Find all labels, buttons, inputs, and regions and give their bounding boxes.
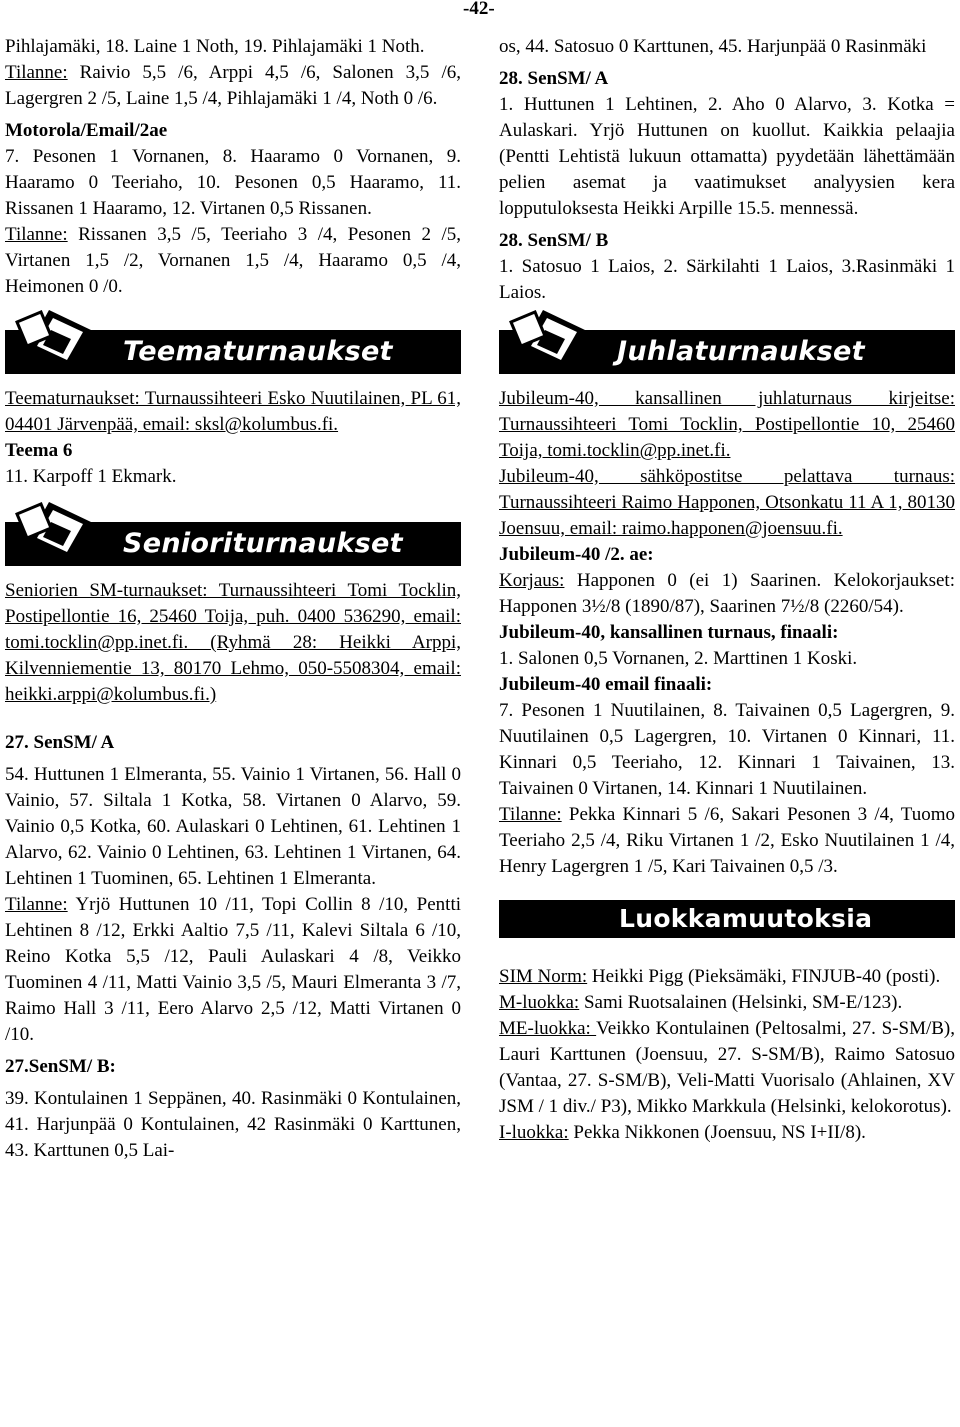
correction-text: Happonen 0 (ei 1) Saarinen. Kelokorjaukset: Happonen 3½/8 (1890/87), Saarinen 7½/8 (2260/54). [499, 570, 955, 617]
class-label: I-luokka: [499, 1122, 569, 1143]
results-paragraph: 7. Pesonen 1 Nuutilainen, 8. Taivainen 0,5 Lagergren, 9. Nuutilainen 0,5 Lagergren, 10. Virtanen 0 Kinnari, 11. Kinnari 0,5 Teeriaho, 12. Kinnari 1 Taivainen, 13. Taivainen 0 Virtanen, 14. Kinnari 1 Nuutilainen. [499, 700, 955, 799]
class-text: Heikki Pigg (Pieksämäki, FINJUB-40 (posti). [587, 966, 941, 987]
contact-paragraph: Jubileum-40, kansallinen juhlaturnaus kirjeitse: Turnaussihteeri Tomi Tocklin, Postipellontie 10, 25460 Toija, tomi.tocklin@pp.inet.fi. [499, 388, 955, 461]
results-paragraph: 54. Huttunen 1 Elmeranta, 55. Vainio 1 Virtanen, 56. Hall 0 Vainio, 57. Siltala 1 Kotka, 58. Virtanen 0 Alarvo, 59. Vainio 0,5 Kotka, 60. Aulaskari 0 Lehtinen, 61. Lehtinen 1 Alarvo, 62. Vainio 0 Lehtinen, 63. Lehtinen 1 Virtanen, 64. Lehtinen 1 Tuominen, 65. Lehtinen 1 Elmeranta. [5, 764, 461, 889]
banner-teematurnaukset [5, 308, 461, 378]
class-text: Pekka Nikkonen (Joensuu, NS I+II/8). [568, 1122, 866, 1143]
section-heading: Jubileum-40 email finaali: [499, 674, 713, 695]
results-paragraph: 1. Satosuo 1 Laios, 2. Särkilahti 1 Laios, 3.Rasinmäki 1 Laios. [499, 256, 955, 303]
banner-luokkamuutoksia [499, 892, 955, 944]
standings-text: Rissanen 3,5 /5, Teeriaho 3 /4, Pesonen 2 /5, Virtanen 1,5 /2, Vornanen 1,5 /4, Haaramo 0,5 /4, Heimonen 0 /0. [5, 224, 461, 297]
section-heading: 27.SenSM/ B: [5, 1056, 116, 1077]
section-heading: Jubileum-40 /2. ae: [499, 544, 654, 565]
chessboard-logo-icon [505, 308, 595, 376]
standings-paragraph [5, 60, 461, 112]
class-label: SIM Norm: [499, 966, 588, 987]
results-paragraph: 1. Salonen 0,5 Vornanen, 2. Marttinen 1 Koski. [499, 648, 858, 669]
section-heading: Teema 6 [5, 440, 73, 461]
standings-paragraph [5, 892, 461, 1048]
standings-text: Pekka Kinnari 5 /6, Sakari Pesonen 3 /4, Tuomo Teeriaho 2,5 /4, Riku Virtanen 1 /2, Esko Nuutilainen 1 /4, Henry Lagergren 1 /5, Kari Taivainen 0,5 /3. [499, 804, 955, 877]
section-heading: 28. SenSM/ B [499, 230, 609, 251]
class-text: Veikko Kontulainen (Peltosalmi, 27. S-SM/B), Lauri Karttunen (Joensuu, 27. S-SM/B), Raimo Satosuo (Vantaa, 27. S-SM/B), Veli-Matti Vuorisalo (Ahlainen, XV JSM / 1 div./ P3), Mikko Markkula (Helsinki, kelokorotus). [499, 1018, 955, 1117]
standings-paragraph [5, 222, 461, 300]
page-number: -42- [463, 0, 495, 19]
chessboard-logo-icon [11, 308, 101, 376]
class-change-paragraph [499, 990, 955, 1016]
standings-text: Raivio 5,5 /6, Arppi 4,5 /6, Salonen 3,5 /6, Lagergren 2 /5, Laine 1,5 /4, Pihlajamäki 1 /4, Noth 0 /6. [5, 62, 461, 109]
section-heading: Motorola/Email/2ae [5, 120, 168, 141]
banner-title: Teematurnaukset [123, 336, 393, 367]
contact-paragraph: Jubileum-40, sähköpostitse pelattava turnaus: Turnaussihteeri Raimo Happonen, Otsonkatu 11 A 1, 80130 Joensuu, email: raimo.happonen@joensuu.fi. [499, 466, 955, 539]
class-label: ME-luokka: [499, 1018, 597, 1039]
banner-title: Luokkamuutoksia [619, 904, 873, 933]
standings-label: Tilanne: [5, 224, 68, 245]
correction-label: Korjaus: [499, 570, 565, 591]
results-paragraph: 7. Pesonen 1 Vornanen, 8. Haaramo 0 Vornanen, 9. Haaramo 0 Teeriaho, 10. Pesonen 0,5 Haaramo, 11. Rissanen 1 Haaramo, 12. Virtanen 0,5 Rissanen. [5, 146, 461, 219]
standings-label: Tilanne: [499, 804, 562, 825]
results-continued: os, 44. Satosuo 0 Karttunen, 45. Harjunpää 0 Rasinmäki [499, 36, 927, 57]
class-label: M-luokka: [499, 992, 580, 1013]
class-change-paragraph [499, 1120, 955, 1146]
class-change-paragraph [499, 1016, 955, 1120]
banner-title: Juhlaturnaukset [617, 336, 865, 367]
section-heading: 27. SenSM/ A [5, 732, 115, 753]
standings-label: Tilanne: [5, 894, 68, 915]
results-paragraph: 1. Huttunen 1 Lehtinen, 2. Aho 0 Alarvo, 3. Kotka = Aulaskari. Yrjö Huttunen on kuollut. Kaikkia pelaajia (Pentti Lehtistä lukuun ottamatta) pyydetään lähettämään pelien asemat ja vaatimukset analyysien kera lopputuloksesta Heikki Arpille 15.5. mennessä. [499, 94, 955, 219]
banner-title: Senioriturnaukset [123, 528, 403, 559]
class-text: Sami Ruotsalainen (Helsinki, SM-E/123). [579, 992, 903, 1013]
banner-juhlaturnaukset [499, 308, 955, 378]
class-change-paragraph [499, 964, 955, 990]
right-column [499, 34, 955, 1146]
results-paragraph: 39. Kontulainen 1 Seppänen, 40. Rasinmäki 0 Kontulainen, 41. Harjunpää 0 Kontulainen, 42 Rasinmäki 0 Karttunen, 43. Karttunen 0,5 Lai- [5, 1088, 461, 1161]
section-heading: Jubileum-40, kansallinen turnaus, finaali: [499, 622, 839, 643]
chessboard-logo-icon [11, 500, 101, 568]
results-paragraph: 11. Karpoff 1 Ekmark. [5, 466, 177, 487]
correction-paragraph [499, 568, 955, 620]
standings-label: Tilanne: [5, 62, 68, 83]
contact-paragraph: Teematurnaukset: Turnaussihteeri Esko Nuutilainen, PL 61, 04401 Järvenpää, email: sksl@kolumbus.fi. [5, 388, 461, 435]
standings-paragraph [499, 802, 955, 880]
banner-senioriturnaukset [5, 500, 461, 570]
left-column [5, 34, 461, 1164]
results-continued: Pihlajamäki, 18. Laine 1 Noth, 19. Pihlajamäki 1 Noth. [5, 36, 425, 57]
contact-paragraph: Seniorien SM-turnaukset: Turnaussihteeri Tomi Tocklin, Postipellontie 16, 25460 Toija, puh. 0400 536290, email: tomi.tocklin@pp.inet.fi. (Ryhmä 28: Heikki Arppi, Kilvenniementie 13, 80170 Lehmo, 050-5508304, email: heikki.arppi@kolumbus.fi.) [5, 580, 461, 705]
section-heading: 28. SenSM/ A [499, 68, 609, 89]
standings-text: Yrjö Huttunen 10 /11, Topi Collin 8 /10, Pentti Lehtinen 8 /12, Erkki Aaltio 7,5 /11, Kalevi Siltala 6 /10, Reino Kotka 5,5 /12, Pauli Aulaskari 4 /8, Veikko Tuominen 4 /11, Matti Vainio 3,5 /5, Mauri Elmeranta 3 /7, Raimo Hall 3 /11, Eero Alarvo 2,5 /12, Matti Virtanen 0 /10. [5, 894, 461, 1045]
